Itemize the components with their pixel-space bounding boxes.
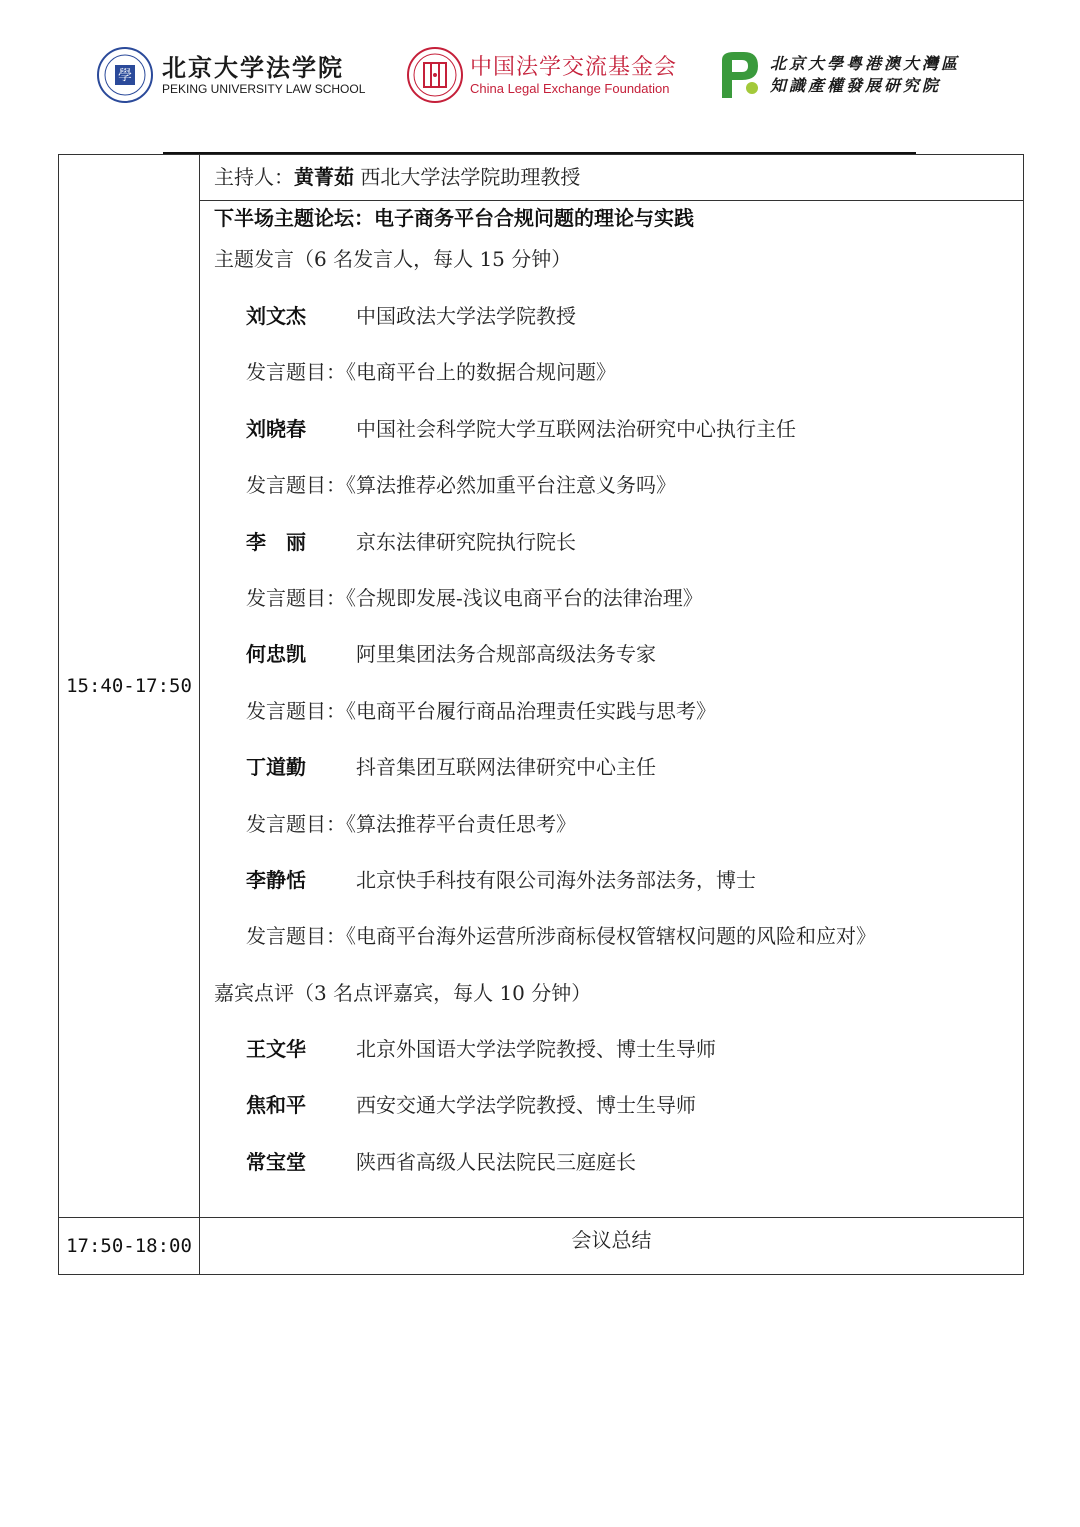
speaker-name: 李静恬	[246, 867, 306, 892]
speaker-affiliation: 抖音集团互联网法律研究中心主任	[356, 755, 656, 780]
pku-seal-icon	[96, 46, 154, 104]
commentator-name: 王文华	[246, 1037, 306, 1062]
host-row	[59, 155, 1024, 201]
speaker-topic: 发言题目：《电商平台上的数据合规问题》	[246, 360, 616, 385]
speaker-name: 刘文杰	[246, 304, 306, 328]
speaker-affiliation: 京东法律研究院执行院长	[356, 529, 576, 554]
session-title: 下半场主题论坛：电子商务平台合规问题的理论与实践	[214, 206, 694, 230]
speaker-row	[200, 401, 1023, 457]
clef-logo	[406, 46, 677, 104]
ip-logo-line2: 知識產權發展研究院	[770, 76, 942, 95]
host-line	[200, 155, 1023, 200]
host-name: 黄菁茹	[294, 165, 354, 189]
pku-logo-title: 北京大学法学院	[162, 54, 344, 82]
speaker-affiliation: 阿里集团法务合规部高级法务专家	[356, 642, 656, 667]
schedule-table	[58, 154, 1024, 1275]
pku-law-logo	[96, 46, 365, 104]
speaker-affiliation: 中国政法大学法学院教授	[356, 304, 576, 328]
host-affiliation: 西北大学法学院助理教授	[360, 165, 581, 189]
speaker-name: 丁道勤	[246, 755, 306, 780]
comment-heading: 嘉宾点评（3 名点评嘉宾，每人 10 分钟）	[214, 980, 592, 1005]
session-row	[59, 201, 1024, 1218]
speaker-row	[200, 739, 1023, 795]
speaker-topic: 发言题目：《合规即发展-浅议电商平台的法律治理》	[246, 585, 703, 610]
speaker-topic: 发言题目：《算法推荐必然加重平台注意义务吗》	[246, 473, 676, 498]
speaker-row	[200, 626, 1023, 682]
commentator-row	[200, 1134, 1023, 1190]
ip-institute-logo	[716, 48, 960, 102]
speaker-name: 李 丽	[246, 529, 306, 554]
speaker-name: 何忠凯	[246, 642, 306, 667]
host-label: 主持人：	[214, 165, 294, 189]
clef-logo-title: 中国法学交流基金会	[470, 55, 678, 80]
commentator-row	[200, 1077, 1023, 1133]
closing-row	[59, 1218, 1024, 1275]
commentator-name: 常宝堂	[246, 1149, 306, 1174]
pku-logo-subtitle: PEKING UNIVERSITY LAW SCHOOL	[162, 82, 366, 96]
speaker-topic: 发言题目：《电商平台履行商品治理责任实践与思考》	[246, 698, 716, 723]
session-time: 15:40-17:50	[59, 155, 200, 1218]
keynote-heading: 主题发言（6 名发言人，每人 15 分钟）	[214, 247, 572, 271]
commentator-affiliation: 西安交通大学法学院教授、博士生导师	[356, 1093, 696, 1118]
session-content	[200, 201, 1024, 1218]
ip-logo-line1: 北京大學粤港澳大灣區	[770, 54, 961, 73]
closing-time: 17:50-18:00	[59, 1218, 200, 1275]
speaker-topic: 发言题目：《电商平台海外运营所涉商标侵权管辖权问题的风险和应对》	[246, 924, 876, 949]
speaker-row	[200, 514, 1023, 570]
speaker-topic: 发言题目：《算法推荐平台责任思考》	[246, 811, 576, 836]
clef-logo-subtitle: China Legal Exchange Foundation	[470, 81, 670, 96]
commentator-name: 焦和平	[246, 1093, 306, 1118]
speaker-row	[200, 288, 1023, 344]
commentator-affiliation: 北京外国语大学法学院教授、博士生导师	[356, 1037, 716, 1062]
ip-leaf-icon	[716, 48, 764, 102]
commentator-row	[200, 1021, 1023, 1077]
speaker-row	[200, 852, 1023, 908]
clef-seal-icon	[406, 46, 464, 104]
commentator-affiliation: 陕西省高级人民法院民三庭庭长	[356, 1149, 636, 1174]
closing-label: 会议总结	[200, 1218, 1024, 1275]
speaker-affiliation: 北京快手科技有限公司海外法务部法务，博士	[356, 867, 756, 892]
speaker-name: 刘晓春	[246, 416, 306, 441]
speaker-affiliation: 中国社会科学院大学互联网法治研究中心执行主任	[356, 416, 796, 441]
pku-seal-text: 學	[118, 68, 132, 84]
host-cell	[200, 155, 1024, 201]
